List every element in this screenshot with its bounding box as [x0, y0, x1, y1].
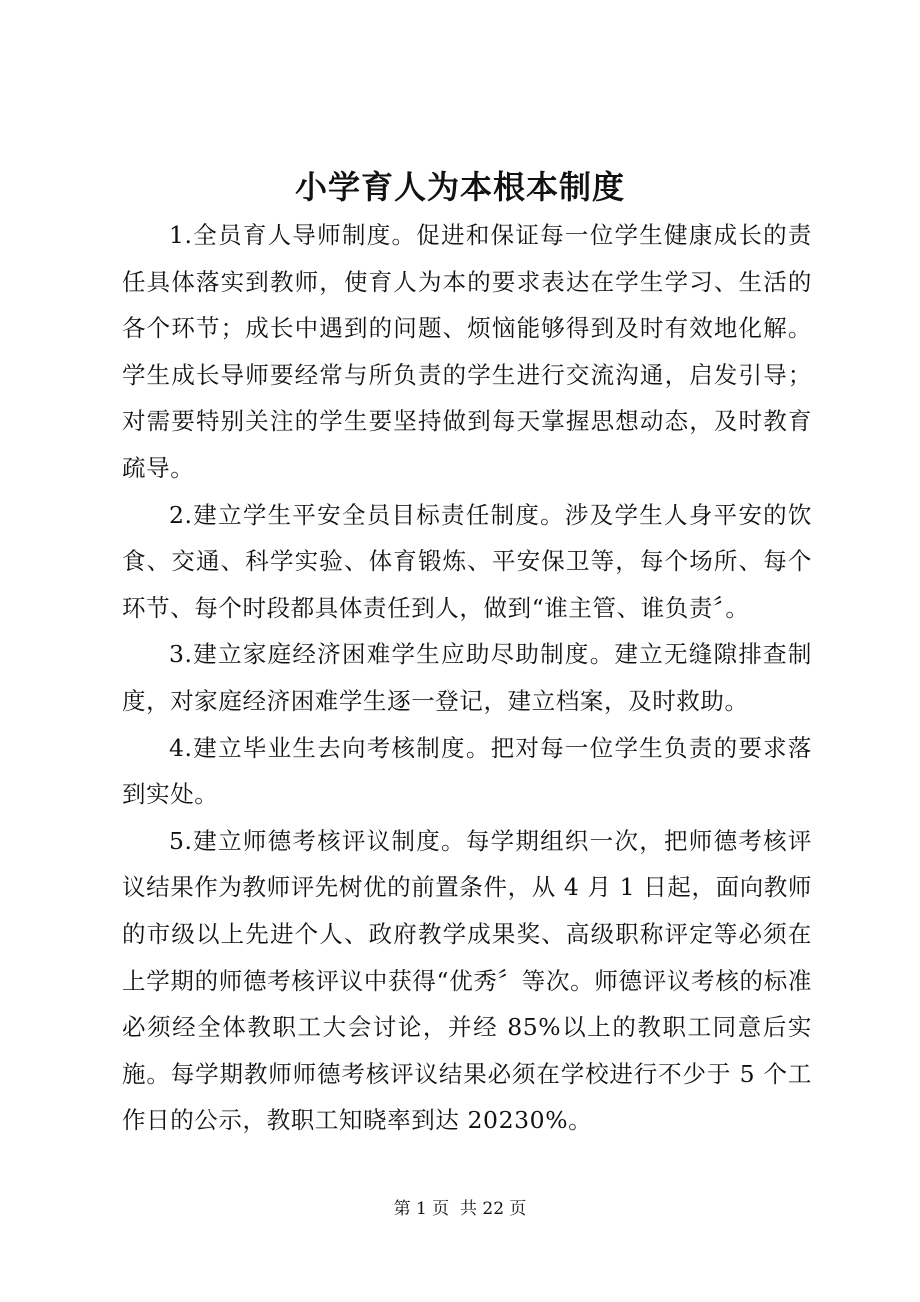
document-body: [122, 212, 812, 1144]
page-title: 小学育人为本根本制度: [294, 168, 625, 206]
paragraph-4: 4.建立毕业生去向考核制度。把对每一位学生负责的要求落到实处。: [122, 733, 812, 809]
page-number-label: 第 1 页 共 22 页: [393, 1199, 527, 1219]
paragraph-2: 2.建立学生平安全员目标责任制度。涉及学生人身平安的饮食、交通、科学实验、体育锻炼、平安保卫等，每个场所、每个环节、每个时段都具体责任到人，做到“谁主管、谁负责〞。: [122, 500, 812, 622]
paragraph-3: 3.建立家庭经济困难学生应助尽助制度。建立无缝隙排查制度，对家庭经济困难学生逐一登记，建立档案，及时救助。: [122, 640, 812, 715]
paragraph-5: 5.建立师德考核评议制度。每学期组织一次，把师德考核评议结果作为教师评先树优的前置条件，从 4 月 1 日起，面向教师的市级以上先进个人、政府教学成果奖、高级职称评定等必须在上学期的师德考核评议中获得“优秀〞等次。师德评议考核的标准必须经全体教职工大会讨论，并经 85%以上的教职工同意后实施。每学期教师师德考核评议结果必须在学校进行不少于 5 个工作日的公示，教职工知晓率到达 20230%。: [122, 826, 812, 1135]
page-footer: [0, 1196, 920, 1222]
paragraph-1: 1.全员育人导师制度。促进和保证每一位学生健康成长的责任具体落实到教师，使育人为本的要求表达在学生学习、生活的各个环节；成长中遇到的问题、烦恼能够得到及时有效地化解。学生成长导师要经常与所负责的学生进行交流沟通，启发引导；对需要特别关注的学生要坚持做到每天掌握思想动态，及时教育疏导。: [122, 221, 812, 482]
